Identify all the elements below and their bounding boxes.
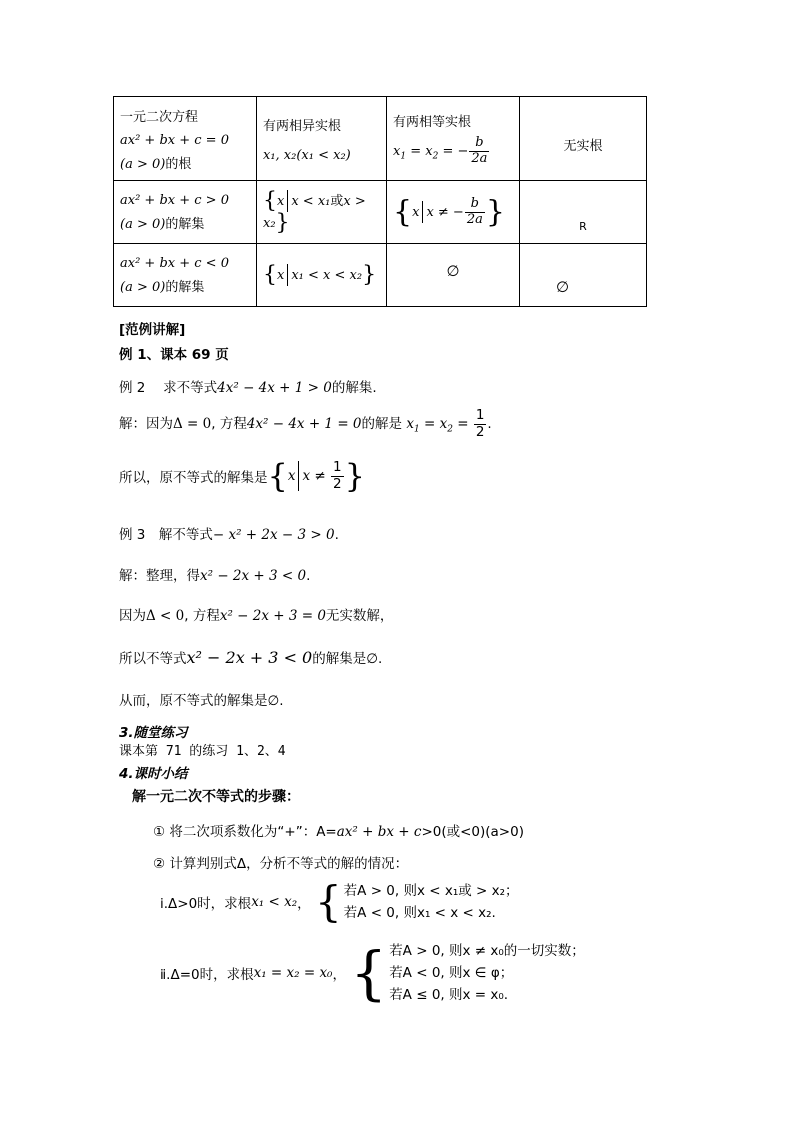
table-cell (114, 244, 257, 307)
section-heading: [范例讲解] (119, 322, 186, 338)
cell-label: 的根 (165, 156, 192, 172)
cell-label: 无实根 (563, 139, 603, 154)
table-row (114, 181, 647, 244)
table-cell (520, 244, 647, 307)
case-ii: ⅱ.Δ=0时，求根x₁ = x₂ = x₀， { 若A > 0, 则x ≠ x₀的一切实数； 若A < 0, 则x ∈ φ； 若A ≤ 0, 则x = x₀. (160, 939, 585, 1007)
example-3-prompt: 例 3 解不等式− x² + 2x − 3 > 0. (119, 527, 339, 543)
example-3-step2: 因为Δ < 0, 方程x² − 2x + 3 = 0无实数解， (119, 608, 394, 624)
math-expression: $x_1 = x_2$ = − $\frac{b}{2a}$ (393, 134, 488, 166)
empty-set: ∅ (556, 278, 570, 296)
table-cell (387, 244, 520, 307)
example-2-prompt: 例 2 求不等式4x² − 4x + 1 > 0的解集. (119, 380, 377, 396)
solution-set: {x x < x₁或x > x₂} (263, 188, 366, 236)
case-line: 若A < 0, 则x₁ < x < x₂. (343, 905, 496, 921)
case-line: 若A ≤ 0, 则x = x₀. (389, 987, 509, 1003)
case-line: 若A < 0, 则x ∈ φ； (389, 965, 514, 981)
table-cell (257, 97, 387, 181)
example-2-solution: 解：因为Δ = 0, 方程4x² − 4x + 1 = 0的解是 $x_1 = x_2$ = $\frac{1}{2}$ . (119, 407, 492, 440)
table-cell (114, 97, 257, 181)
math-expression: x₁, x₂(x₁ < x₂) (263, 147, 351, 163)
table-cell (520, 97, 647, 181)
step-2: ② 计算判别式Δ，分析不等式的解的情况： (153, 856, 409, 872)
cell-label: 有两相异实根 (263, 118, 342, 134)
practice-text: 课本第 71 的练习 1、2、4 (119, 744, 286, 759)
example-1: 例 1、课本 69 页 (119, 347, 229, 363)
table-row (114, 244, 647, 307)
table-cell (114, 181, 257, 244)
table-cell (257, 244, 387, 307)
table-cell (257, 181, 387, 244)
example-3-step3: 所以不等式x² − 2x + 3 < 0的解集是∅. (119, 648, 383, 667)
summary-heading: 4.课时小结 (119, 766, 188, 782)
cell-label: 有两相等实根 (393, 114, 472, 130)
empty-set: ∅ (446, 262, 460, 280)
case-i: ⅰ.Δ>0时，求根x₁ < x₂， { 若A > 0, 则x < x₁或 > x₂； 若A < 0, 则x₁ < x < x₂. (160, 877, 519, 926)
cell-label: 一元二次方程 (120, 109, 199, 125)
example-3-step1: 解：整理，得x² − 2x + 3 < 0. (119, 568, 311, 584)
equation: ax² + bx + c < 0 (120, 255, 229, 271)
case-line: 若A > 0, 则x < x₁或 > x₂； (343, 883, 519, 899)
equation: ax² + bx + c > 0 (120, 192, 229, 208)
solution-set: {x x ≠ − $\frac{b}{2a}$ } (393, 194, 505, 229)
condition: (a > 0) (120, 216, 166, 232)
table-cell (520, 181, 647, 244)
case-line: 若A > 0, 则x ≠ x₀的一切实数； (389, 943, 585, 959)
table-cell (387, 97, 520, 181)
cell-label: 的解集 (165, 216, 205, 232)
practice-heading: 3.随堂练习 (119, 725, 188, 741)
step-1: ① 将二次项系数化为“+”：A=ax² + bx + c>0(或<0)(a>0) (153, 824, 524, 840)
example-3-conclusion: 从而，原不等式的解集是∅. (119, 693, 284, 709)
equation: ax² + bx + c = 0 (120, 132, 229, 148)
example-2-conclusion: 所以，原不等式的解集是{x x ≠ $\frac{1}{2}$ } (119, 457, 365, 496)
condition: (a > 0) (120, 156, 166, 172)
summary-table (113, 96, 647, 307)
condition: (a > 0) (120, 279, 166, 295)
cell-label: 的解集 (165, 279, 205, 295)
table-cell (387, 181, 520, 244)
cell-value: R (579, 219, 587, 233)
steps-title: 解一元二次不等式的步骤： (132, 789, 300, 805)
table-row (114, 97, 647, 181)
solution-set: {x x₁ < x < x₂} (263, 262, 377, 287)
